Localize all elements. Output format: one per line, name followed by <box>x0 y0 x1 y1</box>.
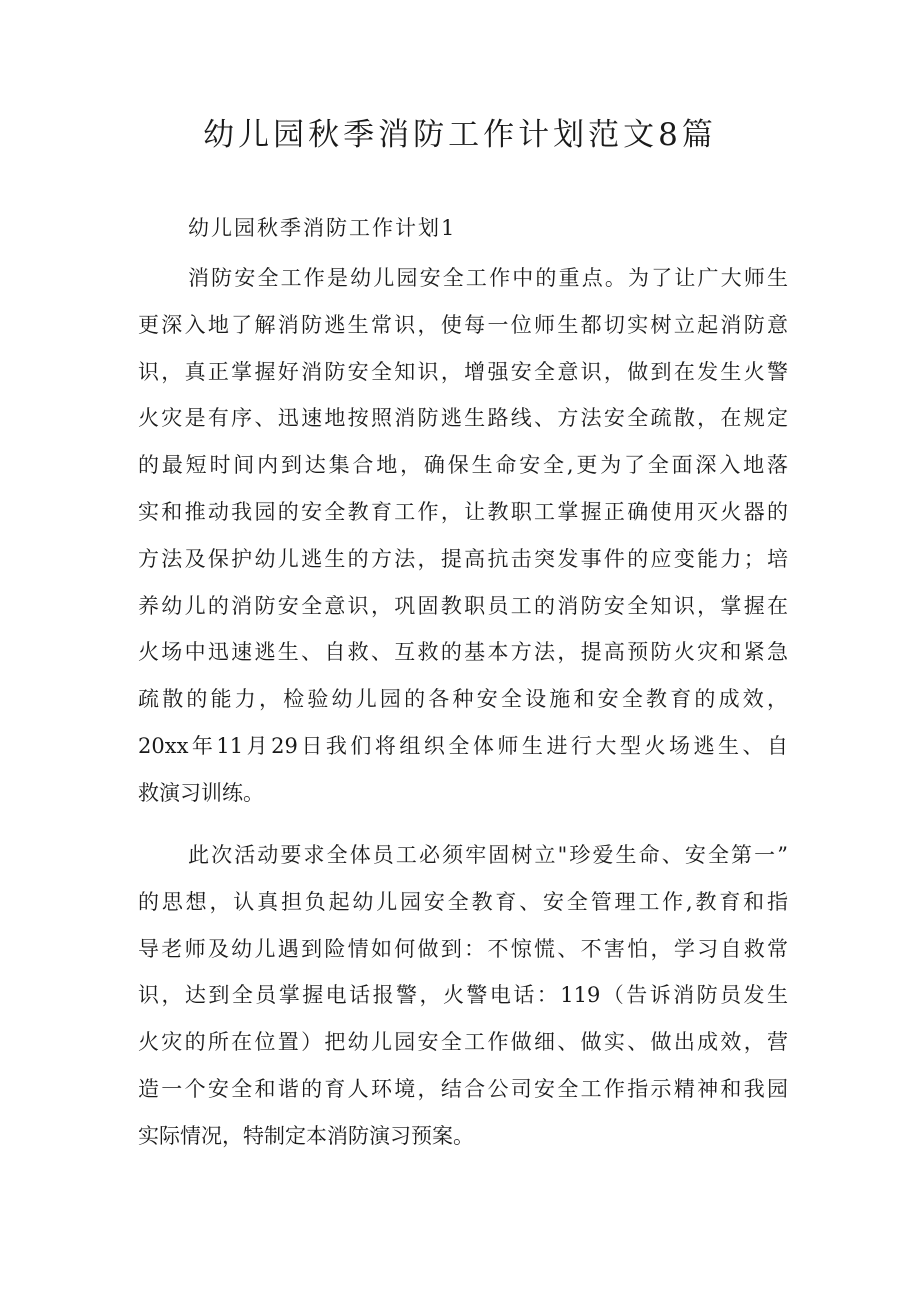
paragraph-line: 疏散的能力，检验幼儿园的各种安全设施和安全教育的成效， <box>138 687 788 712</box>
section-heading: 幼儿园秋季消防工作计划1 <box>188 216 457 240</box>
paragraph-line: 实际情况，特制定本消防演习预案。 <box>138 1123 474 1148</box>
paragraph-line: 20xx年11月29日我们将组织全体师生进行大型火场逃生、自 <box>138 733 788 758</box>
document-title: 幼儿园秋季消防工作计划范文8篇 <box>203 117 717 153</box>
paragraph-line: 救演习训练。 <box>138 780 264 805</box>
paragraph-line: 的最短时间内到达集合地，确保生命安全,更为了全面深入地落 <box>138 453 788 478</box>
paragraph-line: 方法及保护幼儿逃生的方法，提高抗击突发事件的应变能力；培 <box>138 546 788 571</box>
paragraph-line: 此次活动要求全体员工必须牢固树立"珍爱生命、安全第一” <box>188 843 788 867</box>
paragraph-line: 火灾是有序、迅速地按照消防逃生路线、方法安全疏散，在规定 <box>138 406 788 431</box>
paragraph-line: 消防安全工作是幼儿园安全工作中的重点。为了让广大师生 <box>188 266 788 290</box>
paragraph-line: 火灾的所在位置）把幼儿园安全工作做细、做实、做出成效，营 <box>138 1030 788 1055</box>
paragraph-2 <box>138 832 788 1160</box>
paragraph-line: 实和推动我园的安全教育工作，让教职工掌握正确使用灭火器的 <box>138 499 788 524</box>
paragraph-line: 的思想，认真担负起幼儿园安全教育、安全管理工作,教育和指 <box>138 889 788 914</box>
paragraph-line: 更深入地了解消防逃生常识，使每一位师生都切实树立起消防意 <box>138 312 788 337</box>
paragraph-line: 导老师及幼儿遇到险情如何做到：不惊慌、不害怕，学习自救常 <box>138 936 788 961</box>
paragraph-line: 识，达到全员掌握电话报警，火警电话：119（告诉消防员发生 <box>138 983 788 1008</box>
paragraph-line: 造一个安全和谐的育人环境，结合公司安全工作指示精神和我园 <box>138 1076 788 1101</box>
paragraph-line: 火场中迅速逃生、自救、互救的基本方法，提高预防火灾和紧急 <box>138 640 788 665</box>
paragraph-1 <box>138 255 788 817</box>
paragraph-line: 识，真正掌握好消防安全知识，增强安全意识，做到在发生火警 <box>138 359 788 384</box>
paragraph-line: 养幼儿的消防安全意识，巩固教职员工的消防安全知识，掌握在 <box>138 593 788 618</box>
